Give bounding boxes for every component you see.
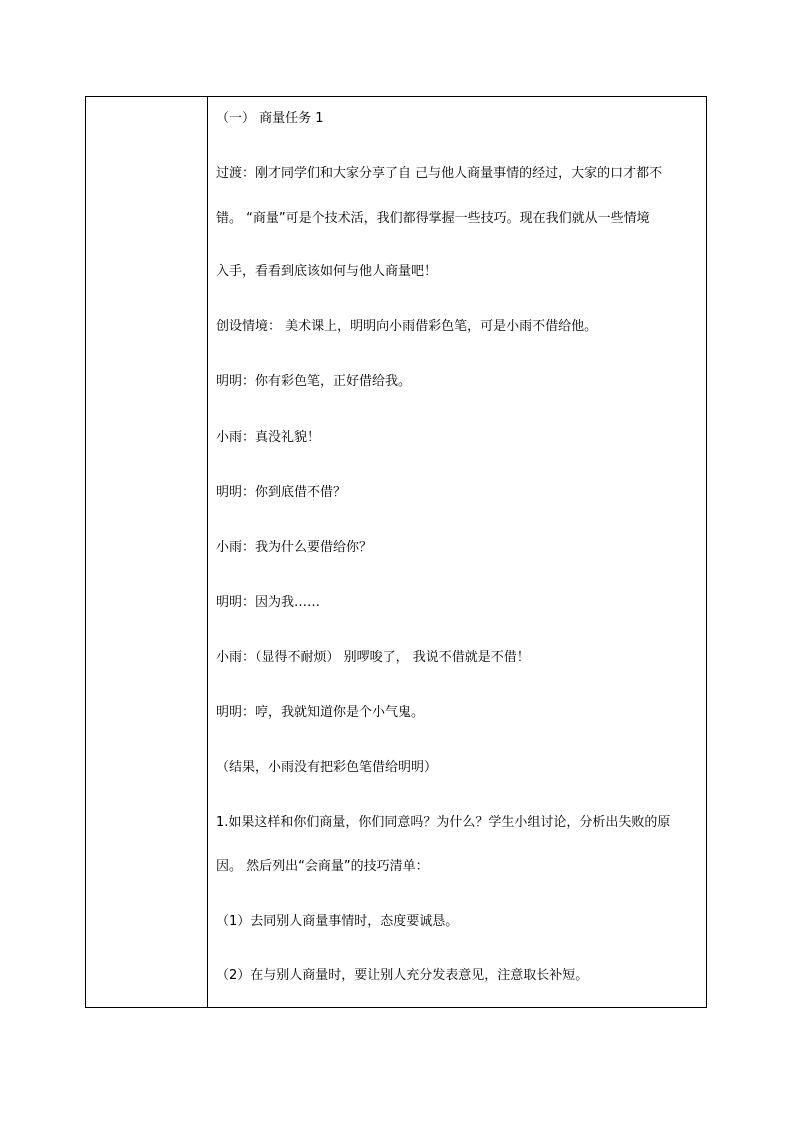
list-item: （1）去同别人商量事情时，态度要诚恳。 (216, 914, 459, 929)
text-line: 错。 “商量”可是个技术活，我们都得掌握一些技巧。现在我们就从一些情境 (216, 211, 650, 226)
dialogue-line: 明明：你有彩色笔，正好借给我。 (216, 374, 412, 389)
section-heading: （一） 商量任务 1 (216, 111, 324, 126)
content-table (85, 96, 707, 1008)
text-line: 1.如果这样和你们商量，你们同意吗？为什么？学生小组讨论，分析出失败的原 (216, 815, 671, 830)
result-note: （结果，小雨没有把彩色笔借给明明） (216, 760, 438, 775)
dialogue-line: 小雨：（显得不耐烦） 别啰唆了， 我说不借就是不借！ (216, 650, 530, 665)
dialogue-line: 小雨：我为什么要借给你？ (216, 540, 373, 555)
dialogue-line: 小雨：真没礼貌！ (216, 430, 321, 445)
dialogue-line: 明明：因为我…… (216, 595, 321, 610)
text-line: 过渡：刚才同学们和大家分享了自 己与他人商量事情的经过，大家的口才都不 (216, 166, 663, 181)
text-line: 入手，看看到底该如何与他人商量吧！ (216, 264, 438, 279)
text-line: 创设情境： 美术课上，明明向小雨借彩色笔，可是小雨不借给他。 (216, 319, 598, 334)
column-divider (207, 97, 208, 1007)
text-line: 因。 然后列出“会商量”的技巧清单： (216, 859, 429, 874)
dialogue-line: 明明：你到底借不借？ (216, 485, 347, 500)
dialogue-line: 明明：哼，我就知道你是个小气鬼。 (216, 705, 425, 720)
list-item: （2）在与别人商量时，要让别人充分发表意见，注意取长补短。 (216, 968, 589, 983)
